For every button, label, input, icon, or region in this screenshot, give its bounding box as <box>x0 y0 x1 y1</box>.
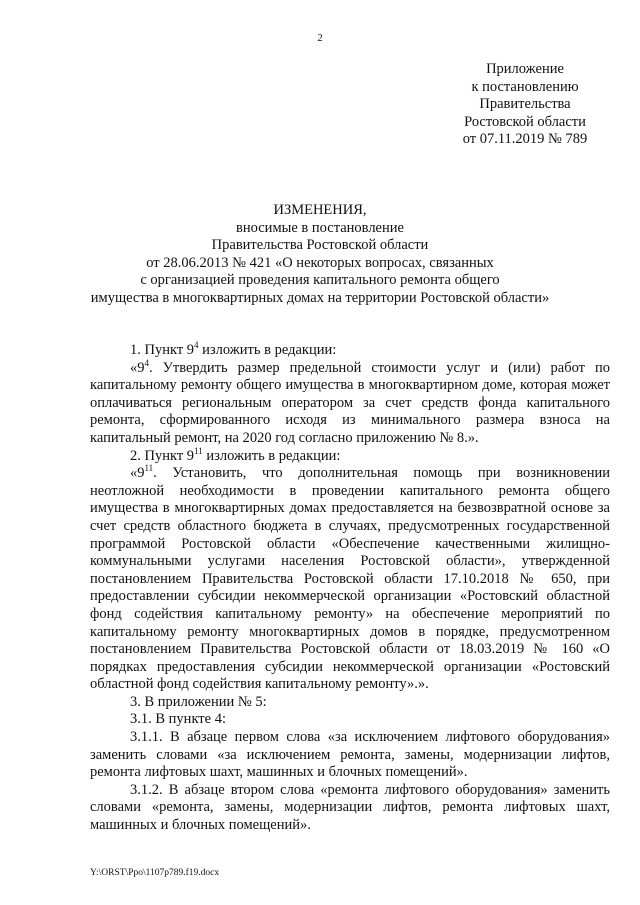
paragraph-6: 3.1. В пункте 4: <box>130 711 226 728</box>
annex-line: Ростовской области <box>464 113 586 130</box>
title-line: вносимые в постановление <box>236 219 404 236</box>
superscript: 11 <box>194 445 203 456</box>
text-run: изложить в редакции: <box>198 342 337 358</box>
text-run: 1. Пункт 9 <box>130 342 195 358</box>
paragraph-5: 3. В приложении № 5: <box>130 693 267 710</box>
text-run: «9 <box>130 359 145 376</box>
text-run: 2. Пункт 9 <box>130 447 195 464</box>
text-run: изложить в редакции: <box>202 447 341 464</box>
paragraph-4 <box>90 465 610 694</box>
file-path-footer: Y:\ORST\Ppo\1107p789.f19.docx <box>90 868 220 878</box>
annex-line: Правительства <box>479 96 571 112</box>
annex-line: от 07.11.2019 № 789 <box>462 131 588 147</box>
annex-block <box>430 61 620 149</box>
paragraph-7: 3.1.1. В абзаце первом слова «за исключением лифтового оборудования» заменить словами «за исключением ремонта, замены, модернизации лифтов, ремонта лифтовых шахт, машинных и блочных помещений». <box>90 729 610 781</box>
superscript: 11 <box>144 463 154 474</box>
title-line: Правительства Ростовской области <box>211 237 429 253</box>
text-run: «9 <box>130 465 145 482</box>
annex-line: к постановлению <box>471 78 579 95</box>
superscript: 4 <box>194 340 199 351</box>
title-line: с организацией проведения капитального ремонта общего <box>140 272 500 288</box>
paragraph-2 <box>90 357 610 448</box>
title-line: имущества в многоквартирных домах на территории Ростовской области» <box>90 289 550 306</box>
title-line: от 28.06.2013 № 421 «О некоторых вопросах, связанных <box>146 254 494 271</box>
text-run: . Утвердить размер предельной стоимости услуг и (или) работ по капитальному ремонту общего имущества в многоквартирном доме, которая может оплачиваться региональным оператором за счет средств фонда капитального ремонта, сформированного исходя из минимального размера взноса на капитальный ремонт, на 2020 год согласно приложению № 8.». <box>90 359 610 446</box>
document-body <box>90 342 610 835</box>
annex-line: Приложение <box>486 61 564 77</box>
paragraph-3 <box>90 445 610 466</box>
superscript: 4 <box>144 357 149 368</box>
text-run: . Установить, что дополнительная помощь при возникновении неотложной необходимости в проведении капитального ремонта общего имущества в многоквартирных домах предоставляется на безвозвратной основе за счет средств областного бюджета в случаях, предусмотренных государственной программой Ростовской области «Обеспечение качественными жилищно-коммунальными услугами населения Ростовской области», утвержденной постановлением Правительства Ростовской области 17.10.2018 № 650, при предоставлении субсидии некоммерческой организации «Ростовский областной фонд содействия капитальному ремонту» на обеспечение мероприятий по капитальному ремонту многоквартирных домов в порядке, предусмотренном постановлением Правительства Ростовской области от 18.03.2019 № 160 «О порядках предоставления субсидии некоммерческой организации «Ростовский областной фонд содействия капитальному ремонту».». <box>90 465 610 693</box>
page-number: 2 <box>317 32 323 44</box>
paragraph-1 <box>90 342 610 360</box>
document-title <box>40 202 600 307</box>
title-heading: ИЗМЕНЕНИЯ, <box>273 202 367 218</box>
paragraph-8: 3.1.2. В абзаце втором слова «ремонта лифтового оборудования» заменить словами «ремонта, замены, модернизации лифтов, ремонта лифтовых шахт, машинных и блочных помещений». <box>90 781 610 834</box>
